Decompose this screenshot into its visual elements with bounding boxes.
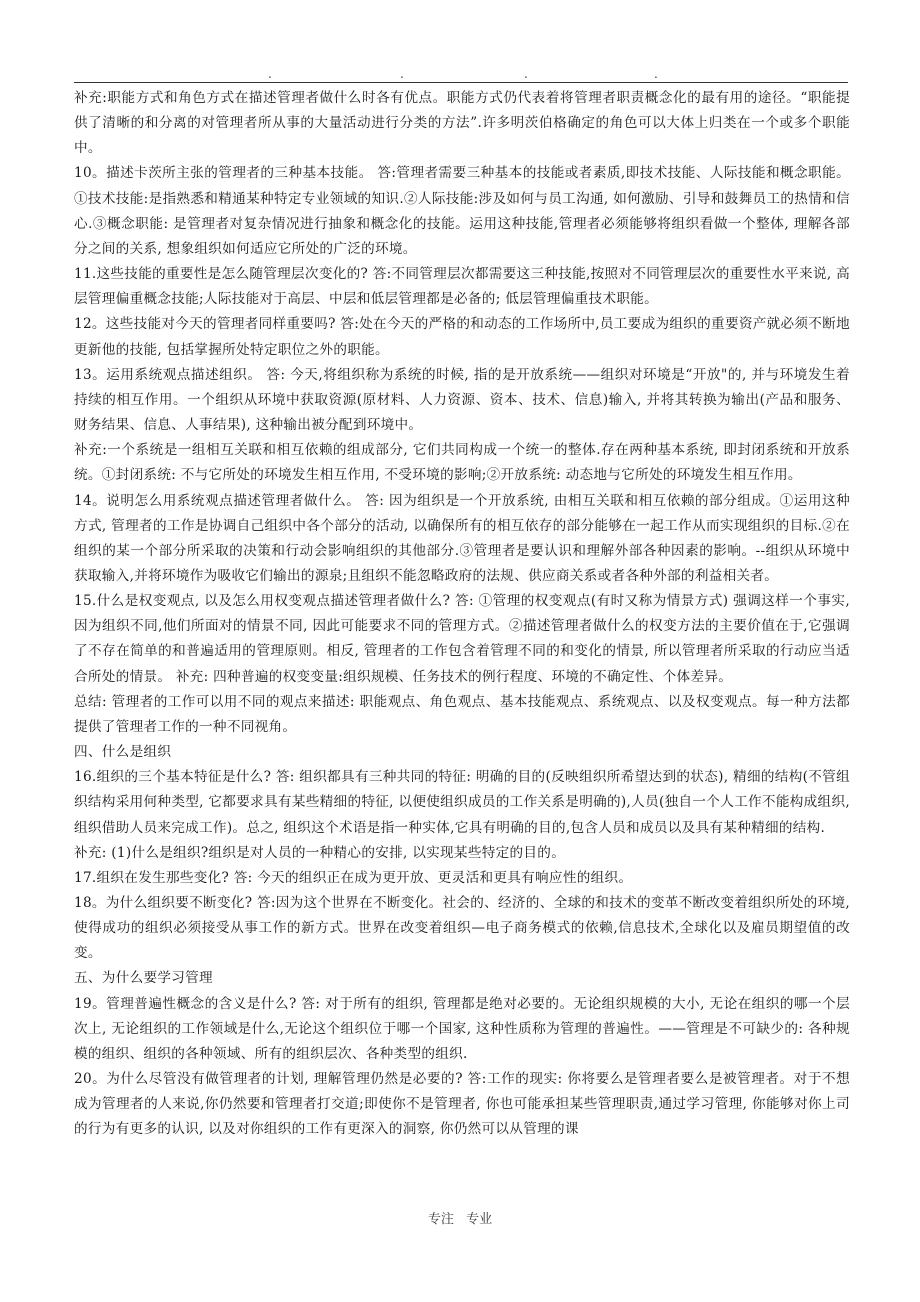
paragraph-q13: 13。运用系统观点描述组织。 答: 今天,将组织称为系统的时候, 指的是开放系统——组织对环境是“开放"的, 并与环境发生着持续的相互作用。一个组织从环境中获取资源(原材料、人力资源、资本、技术、信息)输入, 并将其转换为输出(产品和服务、财务结果、信息、人事结果), 这种输出被分配到环境中。 <box>74 366 850 434</box>
header-dots <box>0 68 920 80</box>
header-rule <box>74 82 848 83</box>
paragraph-q14: 14。说明怎么用系统观点描述管理者做什么。 答: 因为组织是一个开放系统, 由相互关联和相互依赖的部分组成。①运用这种方式, 管理者的工作是协调自己组织中各个部分的活动, 以确保所有的相互依存的部分能够在一起工作从而实现组织的目标.②在组织的某一个部分所采取的决策和行动会影响组织的其他部分.③管理者是要认识和理解外部各种因素的影响。--组织从环境中获取输入,并将环境作为吸收它们输出的源泉;且组织不能忽略政府的法规、供应商关系或者各种外部的利益相关者。 <box>74 492 850 584</box>
paragraph-q17: 17.组织在发生那些变化? 答: 今天的组织正在成为更开放、更灵活和更具有响应性的组织。 <box>74 869 633 886</box>
section-heading-4: 四、什么是组织 <box>74 744 172 761</box>
paragraph-supplement-functions: 补充:职能方式和角色方式在描述管理者做什么时各有优点。职能方式仍代表着将管理者职责概念化的最有用的途径。“职能提供了清晰的和分离的对管理者所从事的大量活动进行分类的方法”.许多明茨伯格确定的角色可以大体上归类在一个或多个职能中。 <box>74 90 850 157</box>
paragraph-summary: 总结: 管理者的工作可以用不同的观点来描述: 职能观点、角色观点、基本技能观点、系统观点、以及权变观点。每一种方法都提供了管理者工作的一种不同视角。 <box>74 693 850 735</box>
paragraph-q18: 18。为什么组织要不断变化? 答:因为这个世界在不断变化。社会的、经济的、全球的和技术的变革不断改变着组织所处的环境, 使得成功的组织必须接受从事工作的新方式。世界在改变着组织—电子商务模式的依赖,信息技术,全球化以及雇员期望值的改变。 <box>74 895 850 962</box>
footer-text-left: 专注 <box>427 1212 454 1227</box>
header-dot: . <box>400 67 404 81</box>
paragraph-supplement-systems: 补充:一个系统是一组相互关联和相互依赖的组成部分, 它们共同构成一个统一的整体.存在两种基本系统, 即封闭系统和开放系统。①封闭系统: 不与它所处的环境发生相互作用, 不受环境的影响;②开放系统: 动态地与它所处的环境发生相互作用。 <box>74 442 850 484</box>
paragraph-supplement-organization: 补充: (1)什么是组织?组织是对人员的一种精心的安排, 以实现某些特定的目的。 <box>74 844 566 861</box>
paragraph-q10: 10。描述卡茨所主张的管理者的三种基本技能。 答:管理者需要三种基本的技能或者素质,即技术技能、人际技能和概念职能。①技术技能:是指熟悉和精通某种特定专业领域的知识.②人际技能:涉及如何与员工沟通, 如何激励、引导和鼓舞员工的热情和信心.③概念职能: 是管理者对复杂情况进行抽象和概念化的技能。运用这种技能,管理者必须能够将组织看做一个整体, 理解各部分之间的关系, 想象组织如何适应它所处的广泛的环境。 <box>74 165 850 257</box>
paragraph-q20: 20。为什么尽管没有做管理者的计划, 理解管理仍然是必要的? 答:工作的现实: 你将要么是管理者要么是被管理者。对于不想成为管理者的人来说,你仍然要和管理者打交道;即使你不是管理者, 你也可能承担某些管理职责,通过学习管理, 你能够对你上司的行为有更多的认识, 以及对你组织的工作有更深入的洞察, 你仍然可以从管理的课 <box>74 1071 850 1138</box>
header-dot: . <box>524 67 528 81</box>
paragraph-q11: 11.这些技能的重要性是怎么随管理层次变化的? 答:不同管理层次都需要这三种技能,按照对不同管理层次的重要性水平来说, 高层管理偏重概念技能;人际技能对于高层、中层和低层管理都是必备的; 低层管理偏重技术职能。 <box>74 266 850 308</box>
section-heading-5: 五、为什么要学习管理 <box>74 970 213 987</box>
paragraph-q16: 16.组织的三个基本特征是什么? 答: 组织都具有三种共同的特征: 明确的目的(反映组织所希望达到的状态), 精细的结构(不管组织结构采用何种类型, 它都要求具有某些精细的特征, 以便使组织成员的工作关系是明确的),人员(独自一个人工作不能构成组织, 组织借助人员来完成工作)。总之, 组织这个术语是指一种实体,它具有明确的目的,包含人员和成员以及具有某种精细的结构. <box>74 769 850 836</box>
page-footer <box>0 1208 920 1227</box>
paragraph-q12: 12。这些技能对今天的管理者同样重要吗? 答:处在今天的严格的和动态的工作场所中,员工要成为组织的重要资产就必须不断地更新他的技能, 包括掌握所处特定职位之外的职能。 <box>74 316 850 358</box>
paragraph-q19: 19。管理普遍性概念的含义是什么? 答: 对于所有的组织, 管理都是绝对必要的。无论组织规模的大小, 无论在组织的哪一个层次上, 无论组织的工作领域是什么,无论这个组织位于哪一个国家, 这种性质称为管理的普遍性。——管理是不可缺少的: 各种规模的组织、组织的各种领域、所有的组织层次、各种类型的组织. <box>74 995 850 1062</box>
paragraph-q15: 15.什么是权变观点, 以及怎么用权变观点描述管理者做什么? 答: ①管理的权变观点(有时又称为情景方式) 强调这样一个事实, 因为组织不同,他们所面对的情景不同, 因此可能要求不同的管理方式。②描述管理者做什么的权变方法的主要价值在于,它强调了不存在简单的和普遍适用的管理原则。相反, 管理者的工作包含着管理不同的和变化的情景, 所以管理者所采取的行动应当适合所处的情景。 补充: 四种普遍的权变变量:组织规模、任务技术的例行程度、环境的不确定性、个体差异。 <box>74 593 850 685</box>
header-dot: . <box>654 67 658 81</box>
document-body <box>74 86 850 1266</box>
header-dot: . <box>268 67 272 81</box>
footer-text-right: 专业 <box>466 1212 493 1227</box>
